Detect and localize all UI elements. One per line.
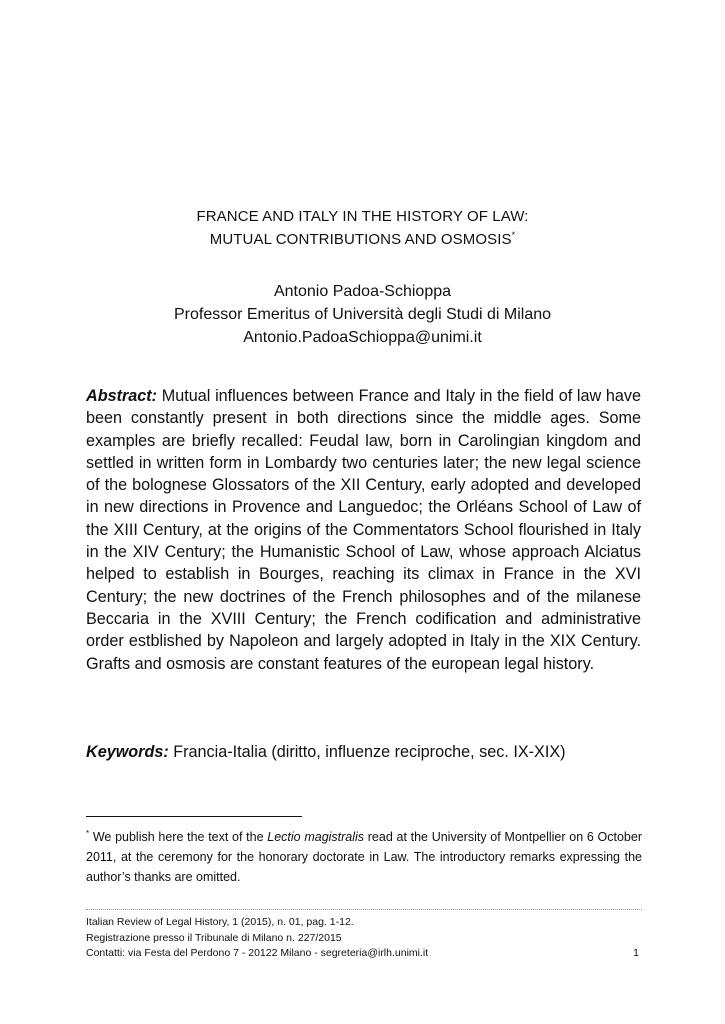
keywords-text: Francia-Italia (diritto, influenze reciproche, sec. IX-XIX) bbox=[173, 743, 566, 761]
title-line-2 bbox=[0, 228, 725, 251]
author-name: Antonio Padoa-Schioppa bbox=[273, 283, 452, 300]
footer-journal-citation: Italian Review of Legal History, 1 (2015), n. 01, pag. 1-12. bbox=[86, 916, 354, 928]
abstract-text: Mutual influences between France and Italy in the field of law have been constantly present in both directions since the middle ages. Some examples are briefly recalled: Feudal law, born in Carolingian kingdom and settled in written form in Lombardy two centuries later; the new legal science of the bolognese Glossators of the XII Century, early adopted and developed in new directions in Provence and Languedoc; the Orléans School of Law of the XIII Century, at the origins of the Commentators School flourished in Italy in the XIV Century; the Humanistic School of Law, whose approach Alciatus helped to establish in Bourges, reaching its climax in France in the XVI Century; the new doctrines of the French philosophes and of the milanese Beccaria in the XVIII Century; the French codification and administrative order estblished by Napoleon and largely adopted in Italy in the XIX Century. Grafts and osmosis are constant features of the european legal history. bbox=[86, 387, 642, 673]
footer-contacts: Contatti: via Festa del Perdono 7 - 20122 Milano - segreteria@irlh.unimi.it bbox=[86, 947, 429, 959]
footnote-separator bbox=[86, 816, 302, 817]
footer-registration: Registrazione presso il Tribunale di Milano n. 227/2015 bbox=[86, 931, 342, 944]
footnote-text-before: We publish here the text of the bbox=[92, 830, 268, 845]
author-info bbox=[0, 280, 725, 349]
abstract-label: Abstract: bbox=[86, 387, 158, 405]
footnote-italic-text: Lectio magistralis bbox=[267, 830, 365, 845]
title-footnote-marker[interactable]: * bbox=[511, 230, 516, 240]
author-email[interactable]: Antonio.PadoaSchioppa@unimi.it bbox=[243, 329, 482, 346]
page-footer bbox=[86, 915, 642, 962]
title-line-2-text: MUTUAL CONTRIBUTIONS AND OSMOSIS bbox=[209, 231, 512, 248]
footnote-text-after: read at the University of Montpellier on 6 October 2011, at the ceremony for the honorary doctorate in Law. The introductory remarks expressing the author’s thanks are omitted. bbox=[86, 830, 642, 885]
abstract-paragraph bbox=[86, 385, 641, 675]
author-affiliation: Professor Emeritus of Università degli Studi di Milano bbox=[173, 306, 552, 323]
footnote bbox=[86, 824, 642, 887]
footnote-marker: * bbox=[86, 829, 90, 838]
title-line-1: FRANCE AND ITALY IN THE HISTORY OF LAW: bbox=[196, 208, 529, 225]
keywords-label: Keywords: bbox=[86, 743, 169, 761]
keywords-paragraph bbox=[86, 741, 641, 763]
page-number: 1 bbox=[633, 947, 639, 959]
footer-separator bbox=[86, 909, 642, 910]
paper-title bbox=[0, 205, 725, 251]
